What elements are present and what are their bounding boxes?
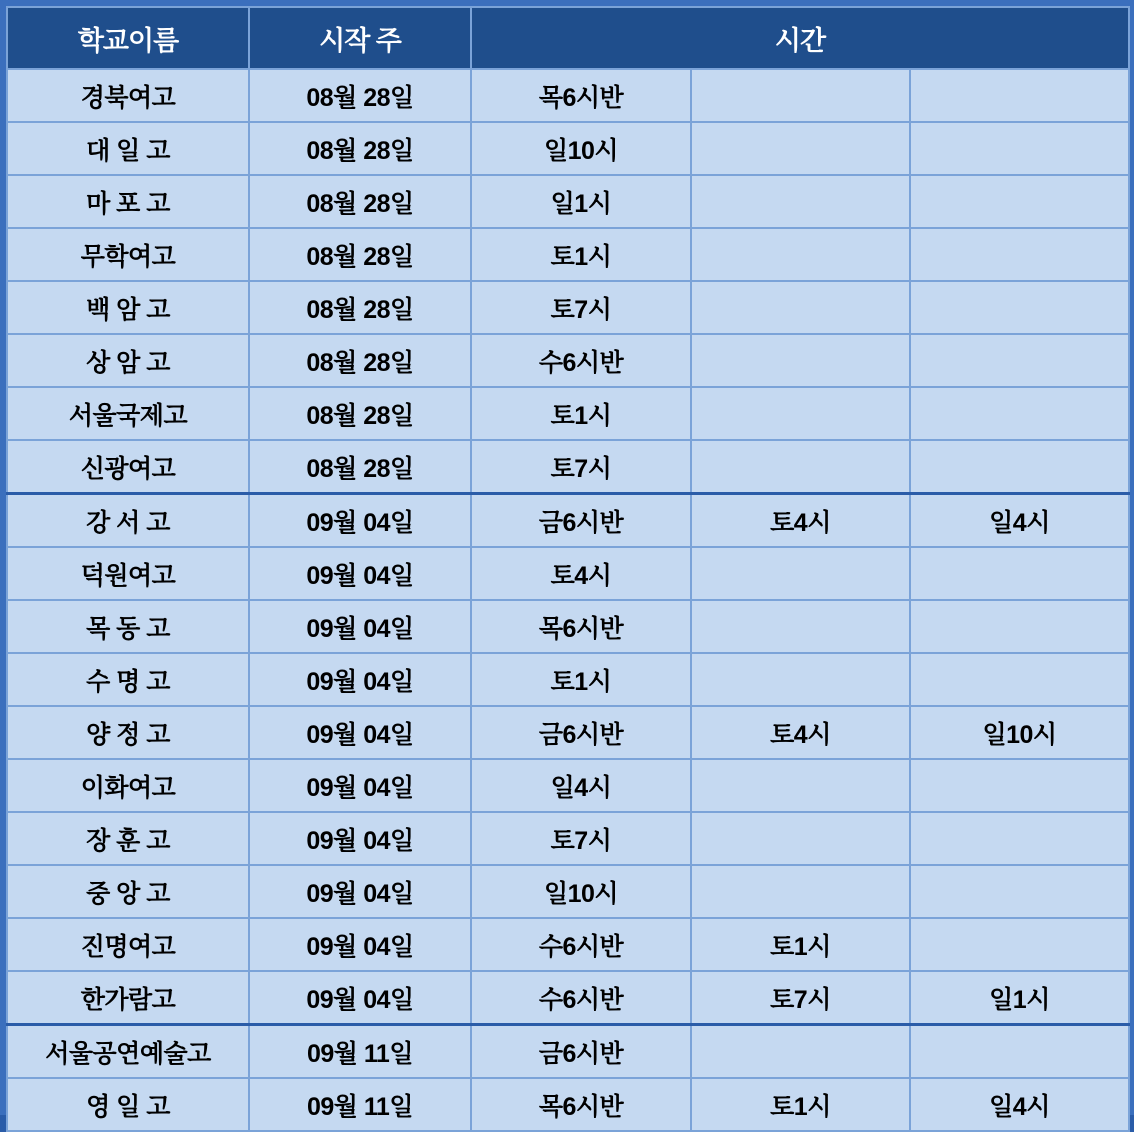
cell-time-3 — [910, 334, 1129, 387]
table-row — [7, 69, 1129, 122]
table-row — [7, 600, 1129, 653]
table-row — [7, 334, 1129, 387]
cell-start-week: 08월 28일 — [249, 334, 471, 387]
cell-time-1: 토7시 — [471, 281, 691, 334]
cell-time-2 — [691, 281, 910, 334]
cell-time-2: 토7시 — [691, 971, 910, 1025]
cell-time-1: 일4시 — [471, 759, 691, 812]
cell-school-name: 중 앙 고 — [7, 865, 249, 918]
cell-time-1: 일10시 — [471, 865, 691, 918]
cell-time-1: 수6시반 — [471, 334, 691, 387]
cell-time-1: 목6시반 — [471, 1078, 691, 1131]
cell-time-2 — [691, 69, 910, 122]
table-row — [7, 494, 1129, 548]
table-row — [7, 547, 1129, 600]
cell-time-3 — [910, 69, 1129, 122]
cell-time-2 — [691, 812, 910, 865]
cell-time-2 — [691, 600, 910, 653]
cell-start-week: 09월 04일 — [249, 865, 471, 918]
schedule-table — [6, 6, 1130, 1132]
cell-school-name: 영 일 고 — [7, 1078, 249, 1131]
cell-time-3 — [910, 175, 1129, 228]
cell-school-name: 마 포 고 — [7, 175, 249, 228]
cell-start-week: 09월 04일 — [249, 918, 471, 971]
cell-time-2 — [691, 653, 910, 706]
cell-start-week: 08월 28일 — [249, 440, 471, 494]
table-row — [7, 387, 1129, 440]
cell-time-2 — [691, 122, 910, 175]
table-row — [7, 971, 1129, 1025]
cell-school-name: 장 훈 고 — [7, 812, 249, 865]
cell-time-1: 금6시반 — [471, 706, 691, 759]
column-header-time: 시간 — [471, 7, 1129, 69]
cell-start-week: 09월 04일 — [249, 494, 471, 548]
cell-time-2: 토1시 — [691, 1078, 910, 1131]
cell-time-1: 토1시 — [471, 653, 691, 706]
cell-school-name: 덕원여고 — [7, 547, 249, 600]
cell-time-3 — [910, 918, 1129, 971]
cell-time-3 — [910, 600, 1129, 653]
cell-school-name: 대 일 고 — [7, 122, 249, 175]
cell-start-week: 08월 28일 — [249, 387, 471, 440]
cell-start-week: 08월 28일 — [249, 69, 471, 122]
cell-school-name: 서울국제고 — [7, 387, 249, 440]
table-row — [7, 281, 1129, 334]
cell-time-3: 일4시 — [910, 1078, 1129, 1131]
table-row — [7, 122, 1129, 175]
cell-start-week: 09월 04일 — [249, 812, 471, 865]
cell-time-1: 토7시 — [471, 440, 691, 494]
cell-time-2 — [691, 759, 910, 812]
cell-time-3 — [910, 281, 1129, 334]
table-row — [7, 228, 1129, 281]
cell-time-1: 토1시 — [471, 387, 691, 440]
cell-time-3 — [910, 653, 1129, 706]
cell-start-week: 08월 28일 — [249, 228, 471, 281]
cell-time-1: 토7시 — [471, 812, 691, 865]
cell-start-week: 09월 04일 — [249, 971, 471, 1025]
cell-time-2 — [691, 228, 910, 281]
cell-time-3 — [910, 387, 1129, 440]
cell-time-3: 일1시 — [910, 971, 1129, 1025]
cell-time-3 — [910, 865, 1129, 918]
table-row — [7, 812, 1129, 865]
table-row — [7, 440, 1129, 494]
cell-start-week: 08월 28일 — [249, 122, 471, 175]
cell-time-1: 토1시 — [471, 228, 691, 281]
cell-time-3 — [910, 759, 1129, 812]
cell-time-2 — [691, 334, 910, 387]
cell-time-3 — [910, 122, 1129, 175]
cell-time-1: 일10시 — [471, 122, 691, 175]
cell-time-1: 목6시반 — [471, 69, 691, 122]
table-row — [7, 865, 1129, 918]
cell-time-2: 토4시 — [691, 494, 910, 548]
table-header — [7, 7, 1129, 69]
cell-time-3 — [910, 228, 1129, 281]
cell-time-1: 금6시반 — [471, 1025, 691, 1079]
table-row — [7, 1025, 1129, 1079]
cell-time-2 — [691, 387, 910, 440]
header-row — [7, 7, 1129, 69]
cell-start-week: 09월 11일 — [249, 1025, 471, 1079]
cell-school-name: 수 명 고 — [7, 653, 249, 706]
table-row — [7, 1078, 1129, 1131]
cell-time-1: 수6시반 — [471, 971, 691, 1025]
cell-school-name: 진명여고 — [7, 918, 249, 971]
cell-time-2 — [691, 547, 910, 600]
cell-start-week: 09월 04일 — [249, 706, 471, 759]
cell-time-3 — [910, 1025, 1129, 1079]
cell-time-3: 일10시 — [910, 706, 1129, 759]
cell-time-1: 토4시 — [471, 547, 691, 600]
cell-time-3 — [910, 547, 1129, 600]
table-body — [7, 69, 1129, 1131]
cell-start-week: 09월 04일 — [249, 600, 471, 653]
cell-time-2 — [691, 1025, 910, 1079]
cell-time-3: 일4시 — [910, 494, 1129, 548]
cell-time-1: 수6시반 — [471, 918, 691, 971]
table-row — [7, 653, 1129, 706]
cell-time-3 — [910, 812, 1129, 865]
cell-school-name: 한가람고 — [7, 971, 249, 1025]
table-row — [7, 175, 1129, 228]
cell-school-name: 서울공연예술고 — [7, 1025, 249, 1079]
cell-school-name: 무학여고 — [7, 228, 249, 281]
cell-time-2 — [691, 440, 910, 494]
cell-start-week: 09월 04일 — [249, 653, 471, 706]
cell-start-week: 09월 11일 — [249, 1078, 471, 1131]
table-row — [7, 706, 1129, 759]
column-header-school: 학교이름 — [7, 7, 249, 69]
cell-time-2: 토4시 — [691, 706, 910, 759]
cell-time-2 — [691, 175, 910, 228]
cell-school-name: 백 암 고 — [7, 281, 249, 334]
cell-start-week: 08월 28일 — [249, 281, 471, 334]
cell-school-name: 경북여고 — [7, 69, 249, 122]
cell-start-week: 09월 04일 — [249, 759, 471, 812]
cell-school-name: 이화여고 — [7, 759, 249, 812]
cell-time-2: 토1시 — [691, 918, 910, 971]
cell-school-name: 신광여고 — [7, 440, 249, 494]
cell-start-week: 08월 28일 — [249, 175, 471, 228]
cell-start-week: 09월 04일 — [249, 547, 471, 600]
cell-school-name: 강 서 고 — [7, 494, 249, 548]
cell-time-1: 일1시 — [471, 175, 691, 228]
cell-school-name: 목 동 고 — [7, 600, 249, 653]
table-row — [7, 918, 1129, 971]
cell-time-1: 금6시반 — [471, 494, 691, 548]
cell-time-1: 목6시반 — [471, 600, 691, 653]
column-header-start-week: 시작 주 — [249, 7, 471, 69]
cell-school-name: 양 정 고 — [7, 706, 249, 759]
cell-time-3 — [910, 440, 1129, 494]
cell-school-name: 상 암 고 — [7, 334, 249, 387]
table-row — [7, 759, 1129, 812]
cell-time-2 — [691, 865, 910, 918]
